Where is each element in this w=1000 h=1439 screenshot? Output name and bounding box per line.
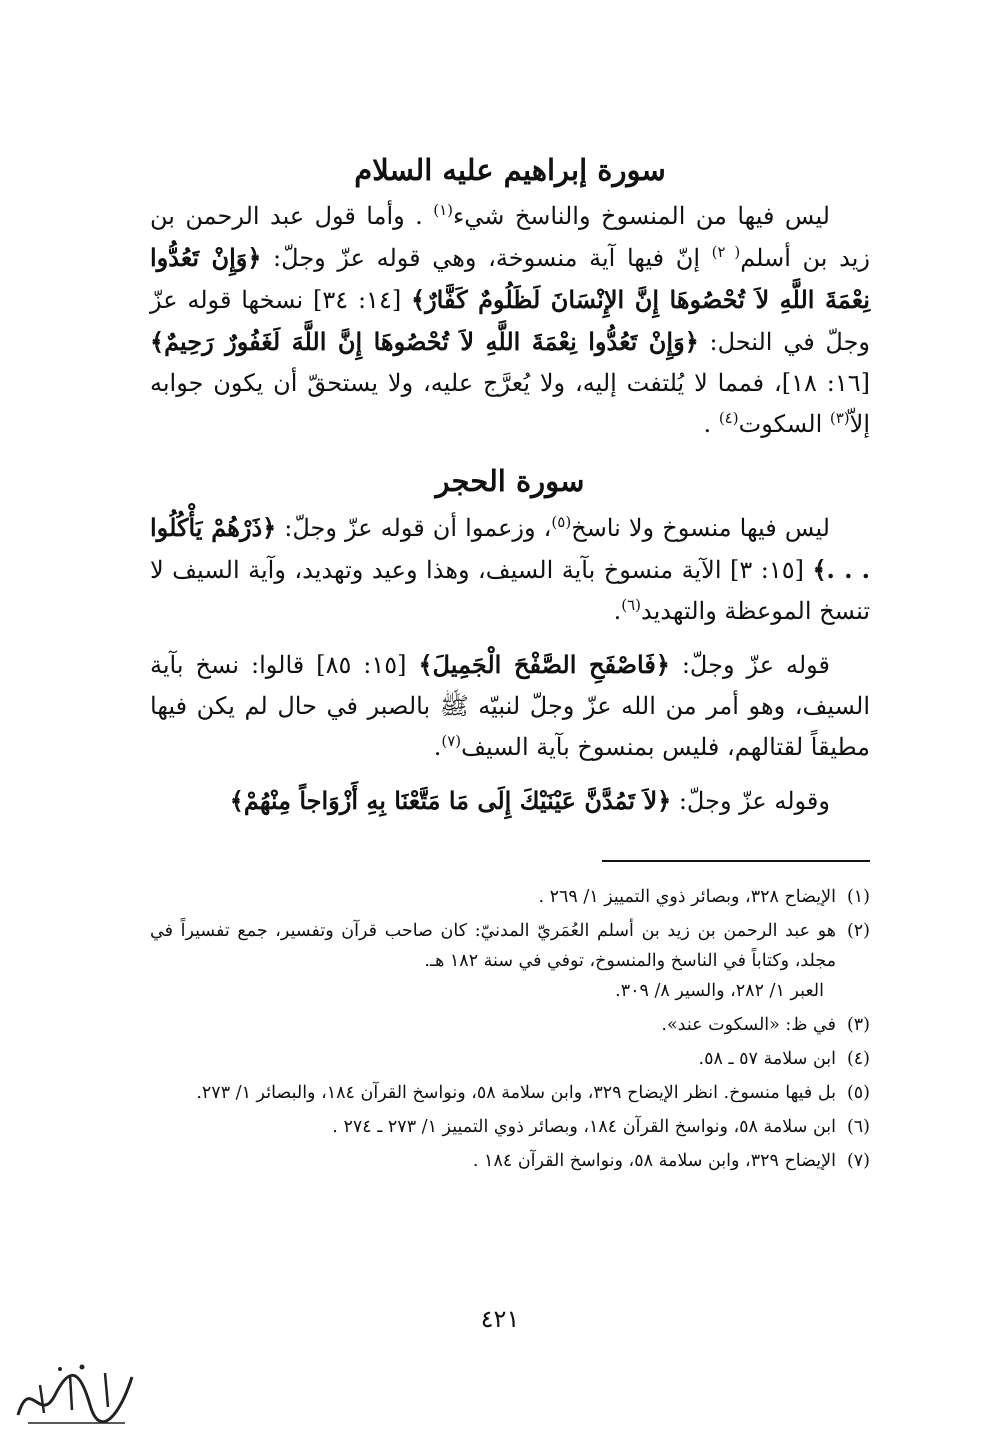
verse-reference: [١٦: ١٨]،: [764, 369, 870, 397]
footnote-1: [150, 882, 870, 912]
text-run: قوله عزّ وجلّ:: [669, 651, 831, 679]
text-run: .: [703, 410, 719, 438]
footnote-marker[interactable]: (٧): [441, 732, 462, 750]
verse-reference: [١٥: ٨٥]: [304, 651, 419, 679]
footnote-source: العبر ١/ ٢٨٢، والسير ٨/ ٣٠٩.: [615, 981, 824, 1001]
paragraph-hijr-2: [150, 644, 870, 768]
footnote-number: (١): [846, 887, 870, 907]
text-run: فمما لا يُلتفت إليه، ولا يُعرَّج عليه، ولا يستحقّ أن يكون جوابه إلاّ: [150, 369, 870, 438]
footnote-text: بل فيها منسوخ. انظر الإيضاح ٣٢٩، وابن سلامة ٥٨، ونواسخ القرآن ١٨٤، والبصائر ١/ ٢٧٣.: [196, 1083, 836, 1103]
paragraph-hijr-3: [150, 780, 870, 822]
footnote-text: الإيضاح ٣٢٨، وبصائر ذوي التمييز ١/ ٢٦٩ .: [538, 887, 836, 907]
section-title-ibrahim: سورة إبراهيم عليه السلام: [354, 153, 666, 187]
text-run: السكوت: [738, 410, 830, 438]
footnote-marker[interactable]: (٦): [621, 596, 642, 614]
verse-reference: [١٥: ٣]: [721, 556, 813, 584]
footnote-7: [150, 1146, 870, 1176]
footnote-number: (٤): [846, 1049, 870, 1069]
footnote-number: (٧): [846, 1151, 870, 1171]
footnote-4: [150, 1044, 870, 1074]
quran-verse: ﴿فَاصْفَحِ الصَّفْحَ الْجَمِيلَ﴾: [418, 650, 670, 679]
footnote-number: (٣): [846, 1015, 870, 1035]
footnote-2: [150, 916, 870, 1006]
text-run: وقوله عزّ وجلّ:: [671, 787, 830, 815]
footnote-text: هو عبد الرحمن بن زيد بن أسلم العُمَريّ المدنيّ: كان صاحب قرآن وتفسير، جمع تفسيراً في مجلد، وكتاباً في الناسخ والمنسوخ، توفي في سنة ١٨٢ هـ.: [150, 921, 836, 971]
footnote-marker[interactable]: ( ٢): [711, 243, 741, 261]
footnote-marker[interactable]: (١): [433, 201, 453, 219]
section-title-hijr: سورة الحجر: [435, 464, 585, 498]
footnote-text: الإيضاح ٣٢٩، وابن سلامة ٥٨، ونواسخ القرآن ١٨٤ .: [472, 1151, 836, 1171]
footnote-marker[interactable]: (٥): [551, 513, 572, 531]
footnote-text: في ظ: «السكوت عند».: [661, 1015, 836, 1035]
footnote-text: ابن سلامة ٥٧ ـ ٥٨.: [698, 1049, 836, 1069]
verse-reference: [١٤: ٣٤]: [303, 286, 411, 314]
page-number: ٤٢١: [480, 1305, 520, 1333]
footnote-number: (٢): [846, 921, 870, 941]
page-body: [150, 150, 870, 1180]
footnote-marker[interactable]: (٤): [718, 409, 739, 427]
text-run: .: [613, 597, 622, 625]
quran-verse: ﴿وَإِنْ تَعُدُّوا نِعْمَةَ اللَّهِ لاَ تُحْصُوهَا إِنَّ الإِنْسَانَ لَظَلُومٌ كَفَّارٌ﴾: [150, 243, 870, 314]
footnote-5: [150, 1078, 870, 1108]
text-run: نسخها قوله عزّ وجلّ في النحل:: [150, 286, 870, 356]
text-run: الآية منسوخ بآية السيف، وهذا وعيد وتهديد، وآية السيف لا تنسخ الموعظة والتهديد: [150, 556, 870, 625]
paragraph-ibrahim: [150, 196, 870, 445]
footnotes: [150, 882, 870, 1176]
footnote-number: (٥): [846, 1083, 870, 1103]
footnote-text: ابن سلامة ٥٨، ونواسخ القرآن ١٨٤، وبصائر ذوي التمييز ١/ ٢٧٣ ـ ٢٧٤ .: [332, 1117, 836, 1137]
text-run: قالوا: نسخ بآية السيف، وهو أمر من الله عزّ وجلّ لنبيّه ﷺ بالصبر في حال لم يكن فيها مطيقاً لقتالهم، فليس بمنسوخ بآية السيف: [150, 651, 870, 761]
text-run: ، وزعموا أن قوله عزّ وجلّ:: [276, 514, 552, 542]
text-run: ليس فيها من المنسوخ والناسخ شيء: [453, 202, 830, 230]
footnote-marker[interactable]: (٣): [829, 409, 850, 427]
quran-verse: ﴿وَإِنْ تَعُدُّوا نِعْمَةَ اللَّهِ لاَ تُحْصُوهَا إِنَّ اللَّهَ لَغَفُورٌ رَحِيمٌ﴾: [150, 327, 699, 356]
quran-verse: ﴿ذَرْهُمْ يَأْكُلُوا . . .﴾: [150, 513, 870, 584]
quran-verse: ﴿لاَ تَمُدَّنَّ عَيْنَيْكَ إِلَى مَا مَتَّعْنَا بِهِ أَزْوَاجاً مِنْهُمْ﴾: [229, 786, 672, 815]
footnote-3: [150, 1010, 870, 1040]
text-run: ليس فيها منسوخ ولا ناسخ: [571, 514, 830, 542]
paragraph-hijr-1: [150, 507, 870, 632]
text-run: .: [433, 733, 442, 761]
text-run: إنّ فيها آية منسوخة، وهي قوله عزّ وجلّ:: [261, 244, 712, 272]
footnote-6: [150, 1112, 870, 1142]
footnote-number: (٦): [846, 1117, 870, 1137]
calligraphy-logo-icon: [10, 1355, 140, 1430]
text-run: . وأما قول عبد الرحمن بن زيد بن أسلم: [150, 202, 870, 272]
footnote-divider: [602, 860, 870, 862]
